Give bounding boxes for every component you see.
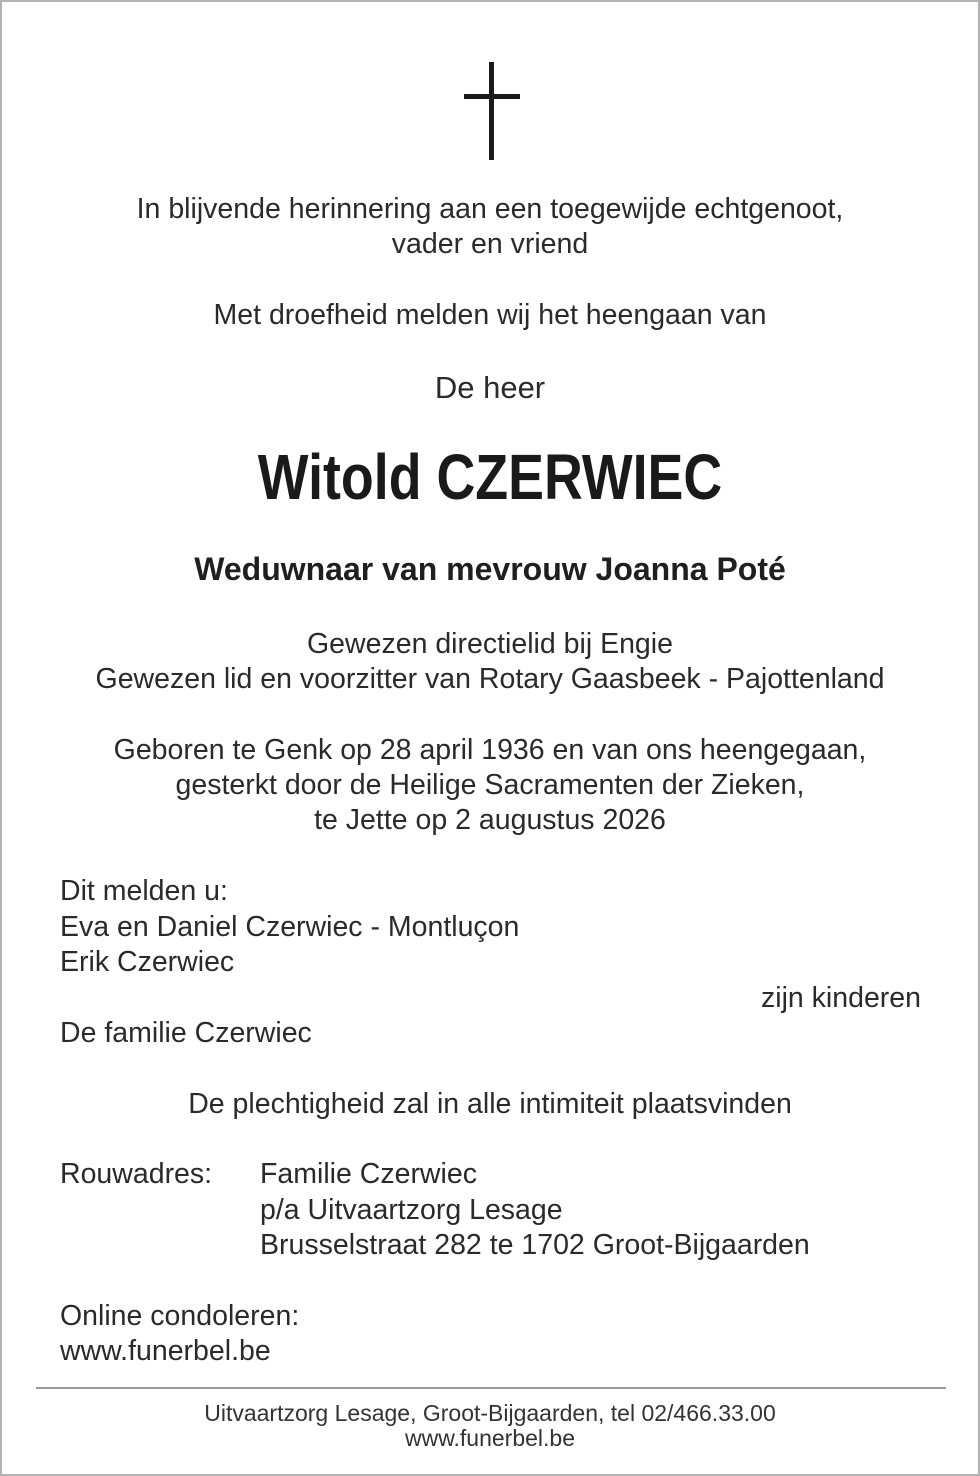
deceased-name: Witold CZERWIEC (257, 441, 723, 513)
family-member: Eva en Daniel Czerwiec - Montluçon (60, 911, 520, 943)
career-line-2: Gewezen lid en voorzitter van Rotary Gaasbeek - Pajottenland (95, 663, 885, 695)
footer-divider (36, 1387, 946, 1389)
condolences-label: Online condoleren: (60, 1300, 300, 1332)
dedication-line-2: vader en vriend (391, 228, 589, 260)
address-line-1: Familie Czerwiec (260, 1158, 477, 1190)
life-line-3: te Jette op 2 augustus 2026 (314, 804, 666, 836)
salutation: De heer (434, 370, 546, 405)
address-label: Rouwadres: (60, 1158, 213, 1190)
dedication-line-1: In blijvende herinnering aan een toegewijde echtgenoot, (136, 193, 844, 225)
widower-line: Weduwnaar van mevrouw Joanna Poté (194, 551, 786, 587)
ceremony-note: De plechtigheid zal in alle intimiteit plaatsvinden (188, 1088, 792, 1120)
address-line-3: Brusselstraat 282 te 1702 Groot-Bijgaarden (260, 1229, 810, 1261)
family-intro: Dit melden u: (60, 875, 228, 907)
family-member: Erik Czerwiec (60, 946, 235, 978)
latin-cross-icon (462, 62, 522, 162)
footer-line-1: Uitvaartzorg Lesage, Groot-Bijgaarden, tel 02/466.33.00 (204, 1400, 776, 1426)
address-line-2: p/a Uitvaartzorg Lesage (260, 1194, 563, 1226)
condolences-url[interactable]: www.funerbel.be (60, 1335, 271, 1367)
life-line-2: gesterkt door de Heilige Sacramenten der Zieken, (175, 769, 805, 801)
career-line-1: Gewezen directielid bij Engie (307, 628, 673, 660)
extended-family: De familie Czerwiec (60, 1017, 312, 1049)
life-line-1: Geboren te Genk op 28 april 1936 en van ons heengegaan, (113, 734, 867, 766)
footer-url[interactable]: www.funerbel.be (404, 1425, 576, 1451)
announcement-text: Met droefheid melden wij het heengaan van (213, 299, 767, 331)
family-relation: zijn kinderen (760, 982, 921, 1014)
